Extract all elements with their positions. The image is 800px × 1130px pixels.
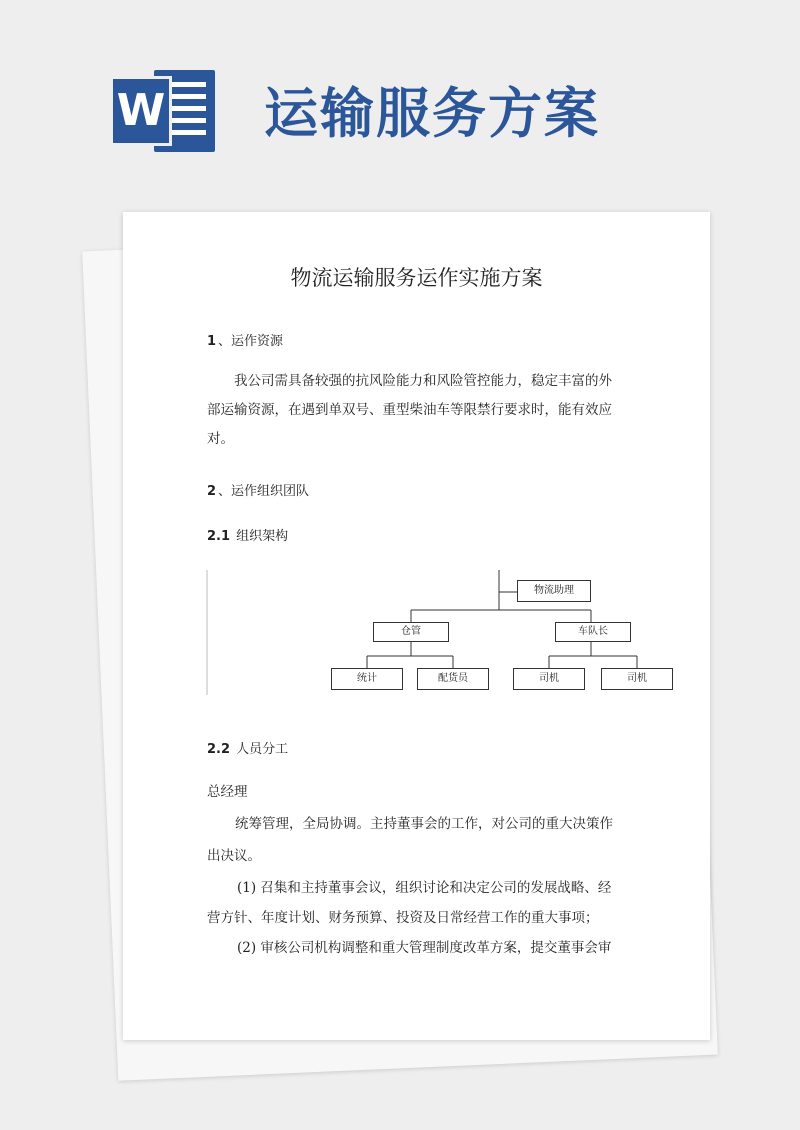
- org-node-driver-1: 司机: [513, 668, 585, 690]
- section-1-number: 1: [207, 334, 217, 349]
- section-1-heading: [207, 330, 283, 349]
- section-2-1-label: 组织架构: [236, 529, 289, 544]
- section-2-1-heading: [207, 525, 288, 544]
- section-2-2-number: 2.2: [207, 742, 231, 757]
- item-2-line-1: (2) 审核公司机构调整和重大管理制度改革方案，提交董事会审: [237, 940, 612, 956]
- org-chart: [205, 570, 685, 698]
- section-2-heading: [207, 480, 309, 499]
- role-text-line-1: 统筹管理，全局协调。主持董事会的工作，对公司的重大决策作: [235, 816, 613, 832]
- word-document-icon: [110, 70, 215, 152]
- section-2-number: 2: [207, 484, 217, 499]
- section-2-2-heading: [207, 738, 288, 757]
- banner-title: 运输服务方案: [264, 82, 600, 145]
- org-node-dispatcher: 配货员: [417, 668, 489, 690]
- org-node-warehouse-keeper: 仓管: [373, 622, 449, 642]
- document-title: 物流运输服务运作实施方案: [290, 266, 543, 290]
- word-logo-letter: W: [110, 76, 172, 146]
- banner: [0, 0, 800, 200]
- role-title: 总经理: [207, 784, 248, 800]
- item-1-line-1: (1) 召集和主持董事会议，组织讨论和决定公司的发展战略、经: [237, 880, 612, 896]
- section-1-paragraph: 我公司需具备较强的抗风险能力和风险管控能力，稳定丰富的外部运输资源，在遇到单双号、重型柴油车等限禁行要求时，能有效应对。: [207, 373, 612, 447]
- section-2-label: 、运作组织团队: [218, 484, 310, 499]
- org-node-fleet-leader: 车队长: [555, 622, 631, 642]
- section-2-1-number: 2.1: [207, 529, 231, 544]
- section-2-2-label: 人员分工: [236, 742, 289, 757]
- item-1-line-2: 营方针、年度计划、财务预算、投资及日常经营工作的重大事项；: [207, 910, 599, 926]
- section-1-label: 、运作资源: [218, 334, 284, 349]
- org-node-driver-2: 司机: [601, 668, 673, 690]
- document-page: [123, 212, 710, 1040]
- role-text-line-2: 出决议。: [207, 848, 261, 864]
- org-node-logistics-assistant: 物流助理: [517, 580, 591, 602]
- org-node-statistics: 统计: [331, 668, 403, 690]
